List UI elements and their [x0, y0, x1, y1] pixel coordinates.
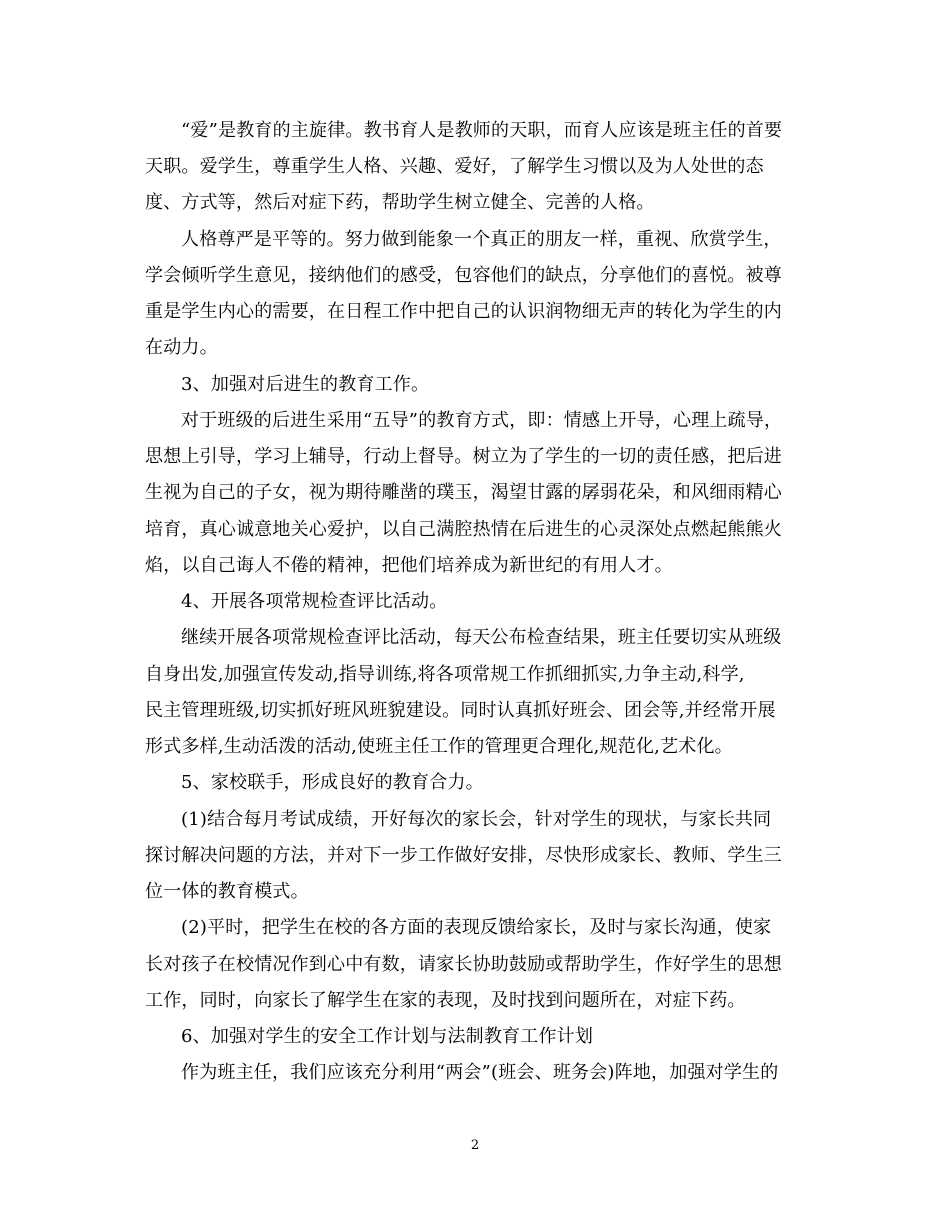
- text-line: 天职。爱学生，尊重学生人格、兴趣、爱好，了解学生习惯以及为人处世的态: [145, 156, 764, 177]
- text-line: 对于班级的后进生采用“五导”的教育方式，即：情感上开导，心理上疏导，: [181, 410, 783, 431]
- section-heading: 4、开展各项常规检查评比活动。: [181, 591, 448, 612]
- text-line: 培育，真心诚意地关心爱护，以自己满腔热情在后进生的心灵深处点燃起熊熊火: [145, 519, 782, 540]
- section-heading: 6、加强对学生的安全工作计划与法制教育工作计划: [181, 1026, 594, 1047]
- text-line: 度、方式等，然后对症下药，帮助学生树立健全、完善的人格。: [145, 192, 655, 213]
- text-line: 在动力。: [145, 337, 218, 358]
- section-heading: 5、家校联手，形成良好的教育合力。: [181, 772, 484, 793]
- page-number: 2: [470, 1138, 480, 1153]
- text-line: 形式多样,生动活泼的活动,使班主任工作的管理更合理化,规范化,艺术化。: [145, 736, 733, 757]
- text-line: (1)结合每月考试成绩，开好每次的家长会，针对学生的现状，与家长共同: [181, 809, 772, 830]
- text-line: 重是学生内心的需要，在日程工作中把自己的认识润物细无声的转化为学生的内: [145, 301, 782, 322]
- text-line: 人格尊严是平等的。努力做到能象一个真正的朋友一样，重视、欣赏学生，: [181, 229, 782, 250]
- text-line: 思想上引导，学习上辅导，行动上督导。树立为了学生的一切的责任感，把后进: [145, 446, 782, 467]
- section-heading: 3、加强对后进生的教育工作。: [181, 374, 430, 395]
- text-line: 自身出发,加强宣传发动,指导训练,将各项常规工作抓细抓实,力争主动,科学,: [145, 664, 745, 685]
- text-line: 生视为自己的子女，视为期待雕凿的璞玉，渴望甘露的孱弱花朵，和风细雨精心: [145, 482, 782, 503]
- text-line: 民主管理班级,切实抓好班风班貌建设。同时认真抓好班会、团会等,并经常开展: [145, 700, 776, 721]
- text-line: 位一体的教育模式。: [145, 881, 309, 902]
- text-line: 工作，同时，向家长了解学生在家的表现，及时找到问题所在，对症下药。: [145, 990, 746, 1011]
- text-line: 作为班主任，我们应该充分利用“两会”(班会、班务会)阵地，加强对学生的: [181, 1062, 779, 1083]
- text-line: 长对孩子在校情况作到心中有数，请家长协助鼓励或帮助学生，作好学生的思想: [145, 954, 782, 975]
- text-line: (2)平时，把学生在校的各方面的表现反馈给家长，及时与家长沟通，使家: [181, 917, 772, 938]
- text-line: “爱”是教育的主旋律。教书育人是教师的天职，而育人应该是班主任的首要: [181, 120, 783, 141]
- text-line: 探讨解决问题的方法，并对下一步工作做好安排，尽快形成家长、教师、学生三: [145, 845, 782, 866]
- text-line: 学会倾听学生意见，接纳他们的感受，包容他们的缺点，分享他们的喜悦。被尊: [145, 265, 782, 286]
- text-line: 继续开展各项常规检查评比活动，每天公布检查结果，班主任要切实从班级: [181, 627, 782, 648]
- text-line: 焰，以自己诲人不倦的精神，把他们培养成为新世纪的有用人才。: [145, 555, 673, 576]
